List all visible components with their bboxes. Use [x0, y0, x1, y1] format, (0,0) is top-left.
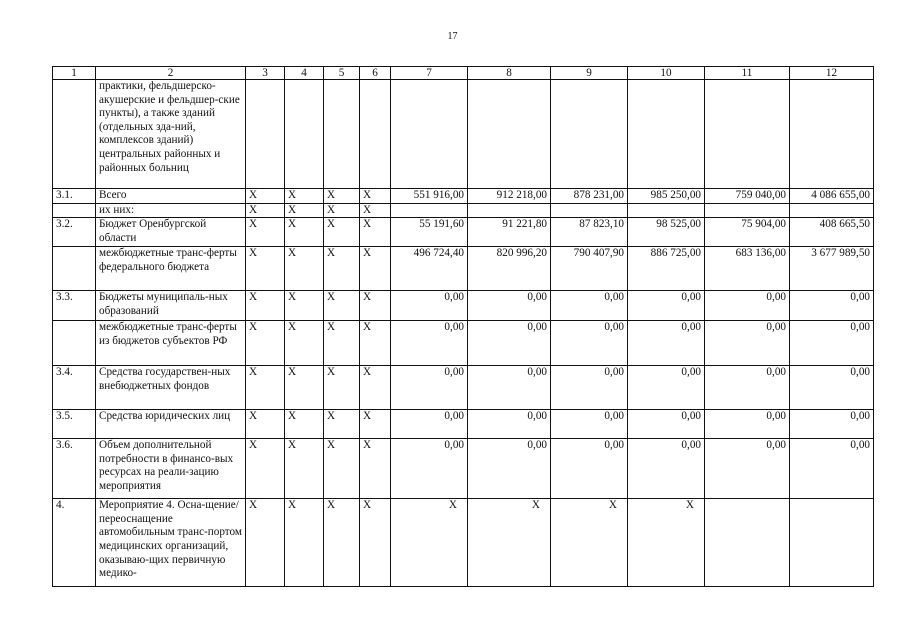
- cell-9: [551, 203, 628, 218]
- row-code: [53, 247, 96, 291]
- table-row: [53, 247, 874, 291]
- cell-12: 0,00: [790, 439, 874, 499]
- cell-7: X: [391, 499, 468, 587]
- cell-8: 0,00: [468, 410, 551, 439]
- row-name: межбюджетные транс-ферты из бюджетов субъектов РФ: [96, 321, 246, 366]
- cell-12: 408 665,50: [790, 218, 874, 247]
- cell-10: 98 525,00: [628, 218, 705, 247]
- cell-11: 759 040,00: [705, 189, 790, 204]
- cell-3: [246, 80, 285, 189]
- cell-5: X: [324, 291, 360, 321]
- col-header: 3: [246, 67, 285, 80]
- col-header: 6: [360, 67, 391, 80]
- cell-4: X: [285, 366, 324, 410]
- cell-5: X: [324, 499, 360, 587]
- cell-7: 0,00: [391, 321, 468, 366]
- cell-8: 0,00: [468, 366, 551, 410]
- cell-3: X: [246, 247, 285, 291]
- cell-10: 886 725,00: [628, 247, 705, 291]
- cell-10: 0,00: [628, 439, 705, 499]
- cell-12: 3 677 989,50: [790, 247, 874, 291]
- cell-7: 0,00: [391, 291, 468, 321]
- cell-4: X: [285, 291, 324, 321]
- col-header: 12: [790, 67, 874, 80]
- cell-11: [705, 80, 790, 189]
- page-number: 17: [447, 31, 458, 42]
- row-name: межбюджетные транс-ферты федерального бюджета: [96, 247, 246, 291]
- cell-4: X: [285, 247, 324, 291]
- cell-11: 0,00: [705, 410, 790, 439]
- table-row: [53, 218, 874, 247]
- cell-4: X: [285, 321, 324, 366]
- cell-4: X: [285, 499, 324, 587]
- row-name: Средства юридических лиц: [96, 410, 246, 439]
- cell-6: X: [360, 291, 391, 321]
- row-name: Средства государствен-ных внебюджетных фондов: [96, 366, 246, 410]
- cell-12: 0,00: [790, 321, 874, 366]
- cell-5: X: [324, 218, 360, 247]
- cell-10: 0,00: [628, 410, 705, 439]
- cell-12: 0,00: [790, 291, 874, 321]
- cell-5: X: [324, 410, 360, 439]
- cell-6: X: [360, 366, 391, 410]
- cell-9: 0,00: [551, 410, 628, 439]
- col-header: 8: [468, 67, 551, 80]
- cell-11: 0,00: [705, 321, 790, 366]
- cell-3: X: [246, 439, 285, 499]
- cell-9: X: [551, 499, 628, 587]
- cell-8: 820 996,20: [468, 247, 551, 291]
- cell-8: 91 221,80: [468, 218, 551, 247]
- cell-5: X: [324, 366, 360, 410]
- col-header: 2: [96, 67, 246, 80]
- row-code: 3.1.: [53, 189, 96, 204]
- cell-6: X: [360, 439, 391, 499]
- row-code: 3.3.: [53, 291, 96, 321]
- row-code: [53, 80, 96, 189]
- cell-12: [790, 499, 874, 587]
- cell-9: 0,00: [551, 291, 628, 321]
- cell-6: X: [360, 499, 391, 587]
- cell-6: X: [360, 189, 391, 204]
- cell-3: X: [246, 291, 285, 321]
- cell-7: 551 916,00: [391, 189, 468, 204]
- cell-7: [391, 203, 468, 218]
- cell-11: 683 136,00: [705, 247, 790, 291]
- cell-4: X: [285, 218, 324, 247]
- cell-6: X: [360, 203, 391, 218]
- row-name: Всего: [96, 189, 246, 204]
- cell-8: [468, 203, 551, 218]
- col-header: 10: [628, 67, 705, 80]
- cell-3: X: [246, 410, 285, 439]
- col-header: 5: [324, 67, 360, 80]
- cell-12: 0,00: [790, 410, 874, 439]
- row-code: [53, 203, 96, 218]
- cell-4: X: [285, 410, 324, 439]
- cell-9: 87 823,10: [551, 218, 628, 247]
- cell-10: X: [628, 499, 705, 587]
- cell-6: X: [360, 321, 391, 366]
- cell-5: X: [324, 247, 360, 291]
- cell-11: 0,00: [705, 439, 790, 499]
- cell-8: [468, 80, 551, 189]
- cell-10: 0,00: [628, 366, 705, 410]
- cell-12: 4 086 655,00: [790, 189, 874, 204]
- cell-11: 0,00: [705, 291, 790, 321]
- table-row: [53, 291, 874, 321]
- cell-9: [551, 80, 628, 189]
- cell-7: 55 191,60: [391, 218, 468, 247]
- row-name: практики, фельдшерско-акушерские и фельдшер-ские пункты), а также зданий (отдельных зда-ний, комплексов зданий) центральных районных и районных больниц: [96, 80, 246, 189]
- cell-11: [705, 203, 790, 218]
- cell-3: X: [246, 499, 285, 587]
- table-row: [53, 189, 874, 204]
- table-row: [53, 366, 874, 410]
- col-header: 4: [285, 67, 324, 80]
- table-row: [53, 499, 874, 587]
- cell-8: 0,00: [468, 439, 551, 499]
- cell-10: [628, 80, 705, 189]
- cell-12: [790, 80, 874, 189]
- col-header: 7: [391, 67, 468, 80]
- cell-9: 878 231,00: [551, 189, 628, 204]
- row-name: их них:: [96, 203, 246, 218]
- row-code: 3.2.: [53, 218, 96, 247]
- row-code: 4.: [53, 499, 96, 587]
- cell-11: 0,00: [705, 366, 790, 410]
- cell-10: 985 250,00: [628, 189, 705, 204]
- financing-table: [52, 66, 874, 587]
- cell-8: 0,00: [468, 321, 551, 366]
- cell-5: [324, 80, 360, 189]
- cell-7: 496 724,40: [391, 247, 468, 291]
- cell-3: X: [246, 366, 285, 410]
- cell-7: 0,00: [391, 366, 468, 410]
- cell-9: 790 407,90: [551, 247, 628, 291]
- row-code: 3.5.: [53, 410, 96, 439]
- cell-7: [391, 80, 468, 189]
- cell-3: X: [246, 203, 285, 218]
- cell-7: 0,00: [391, 439, 468, 499]
- cell-5: X: [324, 321, 360, 366]
- col-header: 1: [53, 67, 96, 80]
- table-row: [53, 203, 874, 218]
- row-code: [53, 321, 96, 366]
- cell-11: [705, 499, 790, 587]
- table-row: [53, 321, 874, 366]
- cell-4: X: [285, 203, 324, 218]
- cell-3: X: [246, 189, 285, 204]
- cell-4: [285, 80, 324, 189]
- cell-4: X: [285, 189, 324, 204]
- cell-11: 75 904,00: [705, 218, 790, 247]
- cell-12: [790, 203, 874, 218]
- cell-8: 0,00: [468, 291, 551, 321]
- cell-10: 0,00: [628, 321, 705, 366]
- cell-6: X: [360, 218, 391, 247]
- col-header: 9: [551, 67, 628, 80]
- cell-10: 0,00: [628, 291, 705, 321]
- cell-3: X: [246, 218, 285, 247]
- cell-8: 912 218,00: [468, 189, 551, 204]
- col-header: 11: [705, 67, 790, 80]
- row-name: Объем дополнительной потребности в финансо-вых ресурсах на реали-зацию мероприятия: [96, 439, 246, 499]
- table-row: [53, 80, 874, 189]
- cell-8: X: [468, 499, 551, 587]
- column-number-row: [53, 67, 874, 80]
- cell-3: X: [246, 321, 285, 366]
- cell-5: X: [324, 189, 360, 204]
- row-name: Мероприятие 4. Осна-щение/переоснащение автомобильным транс-портом медицинских организаций, оказываю-щих первичную медико-: [96, 499, 246, 587]
- cell-9: 0,00: [551, 321, 628, 366]
- cell-4: X: [285, 439, 324, 499]
- table-row: [53, 410, 874, 439]
- cell-6: X: [360, 247, 391, 291]
- row-code: 3.6.: [53, 439, 96, 499]
- row-code: 3.4.: [53, 366, 96, 410]
- table-row: [53, 439, 874, 499]
- cell-9: 0,00: [551, 439, 628, 499]
- cell-5: X: [324, 439, 360, 499]
- cell-6: X: [360, 410, 391, 439]
- row-name: Бюджеты муниципаль-ных образований: [96, 291, 246, 321]
- row-name: Бюджет Оренбургской области: [96, 218, 246, 247]
- cell-7: 0,00: [391, 410, 468, 439]
- cell-10: [628, 203, 705, 218]
- cell-6: [360, 80, 391, 189]
- cell-9: 0,00: [551, 366, 628, 410]
- cell-5: X: [324, 203, 360, 218]
- cell-12: 0,00: [790, 366, 874, 410]
